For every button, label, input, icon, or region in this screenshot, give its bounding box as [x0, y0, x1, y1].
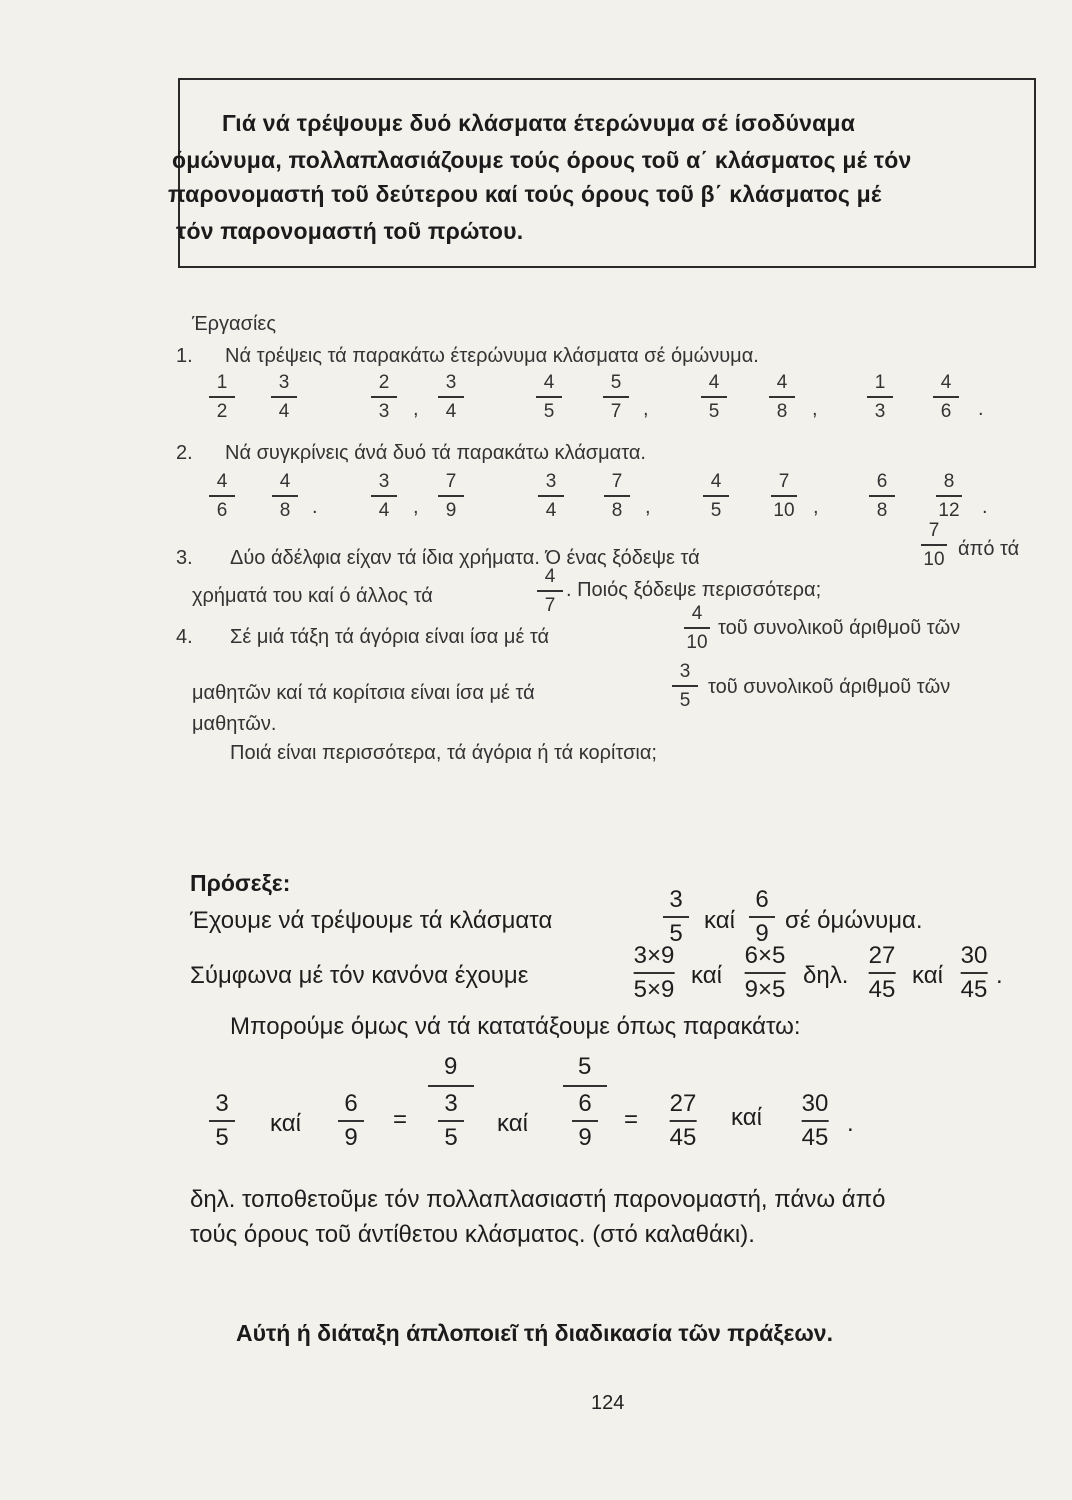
ex1-fraction: 3 4 [438, 373, 464, 421]
exercise-3-line1: Δύο άδέλφια είχαν τά ίδια χρήματα. Ό ένας ξόδεψε τά [230, 547, 700, 569]
arrangement-and-3: καί [731, 1104, 762, 1131]
separator-comma: , [813, 496, 819, 518]
attention-fraction-a: 3 5 [663, 888, 689, 946]
arrangement-equals-2: = [624, 1106, 639, 1133]
ex1-fraction: 3 4 [271, 373, 297, 421]
arrangement-fraction-d: 6 9 [572, 1092, 598, 1150]
product-fraction-b: 6×5 9×5 [744, 942, 786, 1003]
result-fraction-b: 30 45 [960, 942, 988, 1003]
multiplier-top-1: 9 [444, 1053, 458, 1080]
ex2-fraction: 4 5 [703, 472, 729, 520]
result-fraction-a: 27 45 [868, 942, 896, 1003]
exercise-1-number: 1. [176, 345, 193, 367]
ex1-fraction: 1 3 [867, 373, 893, 421]
ex4-fraction-a: 4 10 [684, 604, 710, 652]
exercises-heading: Έργασίες [192, 313, 276, 335]
multiplier-top-2: 5 [578, 1053, 592, 1080]
rule-line-3: παρονομαστή τοῦ δεύτερου καί τούς όρους τοῦ β΄ κλάσματος μέ [168, 181, 882, 207]
note-line1: δηλ. τοποθετοῦμε τόν πολλαπλασιαστή παρονομαστή, πάνω άπό [190, 1186, 886, 1213]
attention-line2: Σύμφωνα μέ τόν κανόνα έχουμε [190, 962, 529, 989]
attention-and-3: καί [912, 962, 943, 989]
separator-comma: , [413, 496, 419, 518]
ex2-fraction: 4 8 [272, 472, 298, 520]
ex2-fraction: 6 8 [869, 472, 895, 520]
ex2-fraction: 3 4 [538, 472, 564, 520]
ex1-fraction: 4 8 [769, 373, 795, 421]
attention-fraction-b: 6 9 [749, 888, 775, 946]
page-number: 124 [591, 1392, 625, 1414]
separator-comma: . [312, 496, 318, 518]
arrangement-and-1: καί [270, 1110, 301, 1137]
exercise-4-number: 4. [176, 626, 193, 648]
separator-period: . [978, 398, 984, 420]
ex2-fraction: 8 12 [936, 472, 962, 520]
separator-comma: , [812, 398, 818, 420]
attention-dil: δηλ. [803, 962, 849, 989]
exercise-4-line1-end: τοῦ συνολικοῦ άριθμοῦ τῶν [718, 617, 961, 639]
arrangement-and-2: καί [497, 1110, 528, 1137]
exercise-4-line3: μαθητῶν. [192, 713, 277, 735]
ex1-fraction: 5 7 [603, 373, 629, 421]
ex2-fraction: 4 6 [209, 472, 235, 520]
attention-and-2: καί [691, 962, 722, 989]
exercise-2-text: Νά συγκρίνεις άνά δυό τά παρακάτω κλάσματα. [225, 442, 646, 464]
attention-line1-end: σέ όμώνυμα. [785, 907, 923, 934]
product-fraction-a: 3×9 5×9 [633, 942, 675, 1003]
attention-line1: Έχουμε νά τρέψουμε τά κλάσματα [190, 907, 553, 934]
arrangement-period: . [847, 1110, 854, 1137]
exercise-3-question: . Ποιός ξόδεψε περισσότερα; [566, 579, 822, 601]
exercise-4-line2-end: τοῦ συνολικοῦ άριθμοῦ τῶν [708, 676, 951, 698]
arrangement-fraction-f: 30 45 [801, 1090, 829, 1151]
exercise-3-line2: χρήματά του καί ό άλλος τά [192, 585, 433, 607]
separator-period: . [982, 496, 988, 518]
ex1-fraction: 2 3 [371, 373, 397, 421]
exercise-4-question: Ποιά είναι περισσότερα, τά άγόρια ή τά κορίτσια; [230, 742, 657, 764]
ex1-fraction: 1 2 [209, 373, 235, 421]
separator-comma: , [413, 398, 419, 420]
exercise-4-line2: μαθητῶν καί τά κορίτσια είναι ίσα μέ τά [192, 682, 535, 704]
exercise-2-number: 2. [176, 442, 193, 464]
arrangement-fraction-e: 27 45 [669, 1090, 697, 1151]
ex2-fraction: 7 10 [771, 472, 797, 520]
ex1-fraction: 4 5 [536, 373, 562, 421]
ex2-fraction: 7 9 [438, 472, 464, 520]
ex1-fraction: 4 5 [701, 373, 727, 421]
separator-comma: , [643, 398, 649, 420]
ex3-fraction-a: 7 10 [921, 521, 947, 569]
multiplier-bar-2 [563, 1085, 607, 1087]
note-line2: τούς όρους τοῦ άντίθετου κλάσματος. (στό καλαθάκι). [190, 1221, 755, 1248]
ex3-fraction-b: 4 7 [537, 567, 563, 615]
attention-line3: Μπορούμε όμως νά τά κατατάξουμε όπως παρακάτω: [230, 1013, 801, 1040]
arrangement-fraction-a: 3 5 [209, 1092, 235, 1150]
rule-line-4: τόν παρονομαστή τοῦ πρώτου. [176, 218, 524, 244]
ex1-fraction: 4 6 [933, 373, 959, 421]
rule-line-2: όμώνυμα, πολλαπλασιάζουμε τούς όρους τοῦ α΄ κλάσματος μέ τόν [172, 147, 912, 173]
exercise-4-line1: Σέ μιά τάξη τά άγόρια είναι ίσα μέ τά [230, 626, 550, 648]
arrangement-fraction-b: 6 9 [338, 1092, 364, 1150]
exercise-3-number: 3. [176, 547, 193, 569]
attention-and: καί [704, 907, 735, 934]
attention-title: Πρόσεξε: [190, 870, 291, 896]
exercise-3-line1-end: άπό τά [958, 538, 1020, 560]
ex2-fraction: 7 8 [604, 472, 630, 520]
ex4-fraction-b: 3 5 [672, 662, 698, 710]
arrangement-fraction-c: 3 5 [438, 1092, 464, 1150]
exercise-1-text: Νά τρέψεις τά παρακάτω έτερώνυμα κλάσματα σέ όμώνυμα. [225, 345, 759, 367]
conclusion: Αύτή ή διάταξη άπλοποιεῖ τή διαδικασία τῶν πράξεων. [236, 1320, 833, 1346]
ex2-fraction: 3 4 [371, 472, 397, 520]
attention-period: . [996, 962, 1003, 989]
rule-line-1: Γιά νά τρέψουμε δυό κλάσματα έτερώνυμα σέ ίσοδύναμα [222, 110, 856, 136]
arrangement-equals-1: = [393, 1106, 408, 1133]
separator-comma: , [645, 496, 651, 518]
multiplier-bar-1 [428, 1085, 474, 1087]
